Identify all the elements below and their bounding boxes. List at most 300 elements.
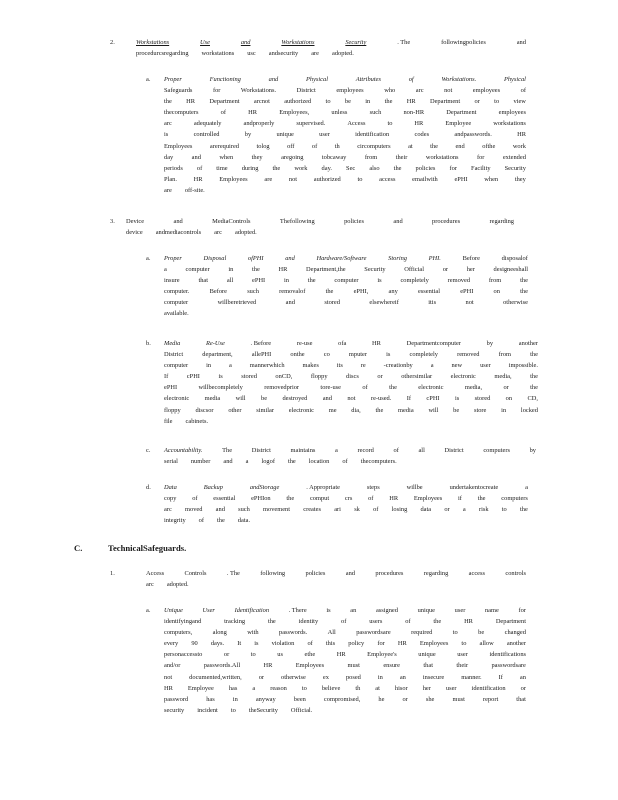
word: be: [344, 98, 351, 106]
word: copy: [164, 495, 177, 503]
word: The: [222, 447, 233, 454]
word: believe: [321, 684, 341, 692]
word: ensure: [383, 662, 401, 670]
word: ePHI,: [353, 288, 369, 296]
word: work: [294, 164, 308, 172]
word: their: [456, 662, 469, 670]
item-letter: b.: [146, 340, 151, 347]
word: willbecompletely: [198, 384, 243, 392]
word: of: [408, 76, 414, 83]
word: cPHI: [426, 395, 440, 403]
word: a: [229, 362, 232, 370]
word: to: [494, 98, 500, 106]
word: password: [164, 695, 189, 703]
word: store: [473, 406, 487, 414]
word: emailwith: [412, 175, 438, 183]
word: of: [220, 109, 226, 117]
word: the: [216, 517, 225, 525]
word: employees: [336, 87, 364, 95]
word: manner.: [461, 673, 482, 681]
word: policies: [415, 164, 436, 172]
word: Disposal: [203, 255, 227, 262]
word: unique: [276, 131, 294, 139]
word: usc: [247, 50, 256, 58]
word: Storing: [388, 255, 407, 262]
word: are: [264, 175, 273, 183]
word: at: [408, 142, 413, 150]
word: re: [360, 362, 366, 370]
word: department,: [202, 351, 233, 359]
word: also: [369, 164, 380, 172]
word: work: [512, 142, 526, 150]
text-line: [136, 50, 526, 61]
word: name: [484, 607, 499, 614]
word: completely: [400, 277, 429, 285]
word: been: [293, 695, 306, 703]
word: Device: [126, 218, 145, 225]
word: to: [325, 98, 331, 106]
word: user: [480, 362, 491, 370]
word: removedprior: [264, 384, 300, 392]
word: of: [196, 164, 203, 172]
word: with: [247, 629, 259, 637]
word: and: [285, 299, 295, 307]
word: data: [420, 506, 432, 514]
text-line: [164, 277, 528, 288]
word: Employees: [219, 175, 248, 183]
word: computer: [164, 299, 189, 307]
text-line: [164, 651, 526, 662]
text-line: [164, 407, 538, 418]
text-line: [164, 154, 526, 165]
text-line: [164, 685, 526, 696]
word: the: [251, 266, 260, 274]
text-line: [164, 640, 526, 651]
word: the: [520, 288, 528, 296]
word: not: [465, 299, 474, 307]
word: or: [442, 266, 449, 274]
word: re-used.: [370, 395, 392, 403]
word: its: [336, 362, 343, 370]
word: the: [375, 406, 384, 414]
text-line: [164, 351, 538, 362]
word: computers,: [164, 629, 193, 637]
word: itis: [428, 299, 437, 307]
word: creates: [303, 506, 321, 514]
word: media,: [464, 384, 483, 392]
word: not: [444, 87, 453, 95]
word: or: [223, 651, 230, 659]
word: discs: [346, 373, 359, 381]
item-number: 2.: [110, 39, 115, 46]
paragraph-device-media-controls: [126, 218, 514, 240]
word: arcnot: [253, 98, 270, 106]
word: and: [393, 218, 403, 225]
word: and: [191, 153, 201, 161]
word: essential: [213, 495, 236, 503]
word: Before: [209, 288, 227, 296]
word: the: [477, 495, 486, 503]
word: discsor: [195, 406, 214, 414]
word: all: [418, 447, 425, 454]
word: this: [325, 640, 336, 648]
word: in: [284, 277, 289, 285]
word: end: [455, 142, 465, 150]
word: anyway: [255, 695, 276, 703]
word: such: [369, 109, 382, 117]
word: destroyed: [282, 395, 308, 403]
word: ari: [334, 506, 341, 514]
word: controlled: [193, 131, 220, 139]
text-line: [164, 120, 526, 131]
word: policies: [305, 570, 326, 577]
word: for: [476, 153, 485, 161]
word: when: [484, 175, 499, 183]
word: Before: [462, 255, 480, 262]
word: movement: [263, 506, 291, 514]
text-line: [146, 570, 526, 581]
text-line: [164, 176, 526, 187]
word: Proper: [164, 76, 182, 83]
word: adopted.: [166, 581, 189, 589]
word: access: [468, 570, 485, 577]
word: or: [474, 98, 480, 106]
text-line: [164, 607, 526, 618]
word: a: [245, 458, 249, 466]
item-letter: c.: [146, 447, 151, 454]
text-line: [164, 662, 526, 673]
section-letter: C.: [74, 543, 83, 553]
word: day.: [321, 164, 332, 172]
word: HR: [263, 662, 273, 670]
word: her: [466, 266, 475, 274]
word: District: [296, 87, 316, 95]
word: file: [164, 417, 173, 425]
word: HR: [414, 120, 424, 128]
word: time: [216, 164, 228, 172]
word: user: [319, 131, 330, 139]
word: arc: [164, 506, 172, 514]
word: cPHI: [186, 373, 200, 381]
word: th: [355, 684, 361, 692]
item-number: 1.: [110, 570, 115, 577]
word: ex: [322, 673, 329, 681]
word: essential: [417, 288, 440, 296]
word: adopted.: [332, 50, 354, 58]
text-line: [164, 506, 528, 517]
word: view: [513, 98, 526, 106]
word: is: [254, 640, 259, 648]
paragraph-accountability: [164, 447, 536, 469]
word: they: [251, 153, 263, 161]
text-line: [164, 674, 526, 685]
text-line: [164, 618, 526, 629]
word: Controls: [184, 570, 207, 577]
text-line: [164, 373, 538, 384]
word: Workstations: [136, 39, 170, 46]
word: onthe: [290, 351, 305, 359]
text-line: [164, 76, 526, 87]
item-letter: a.: [146, 76, 151, 83]
text-line: [164, 310, 528, 321]
word: completely: [409, 351, 438, 359]
word: undertakentocreate: [449, 484, 499, 491]
word: on: [493, 288, 500, 296]
word: an: [350, 607, 357, 614]
word: me: [328, 406, 337, 414]
word: andmediacontrols: [155, 229, 202, 237]
word: identity: [298, 618, 319, 626]
text-line: [164, 629, 526, 640]
word: andproperly: [243, 120, 275, 128]
word: co: [323, 351, 330, 359]
word: Employees: [419, 640, 449, 648]
text-line: [164, 187, 526, 198]
word: a: [335, 447, 338, 454]
word: and: [516, 39, 526, 46]
word: the: [520, 277, 528, 285]
word: Data: [164, 484, 177, 491]
word: the: [433, 618, 442, 626]
word: be: [453, 406, 460, 414]
word: or: [258, 673, 265, 681]
word: Employee: [445, 120, 472, 128]
word: of: [311, 142, 318, 150]
word: -creationby: [383, 362, 413, 370]
word: user: [445, 684, 457, 692]
word: passwords.All: [203, 662, 241, 670]
word: the: [164, 98, 172, 106]
item-letter: a.: [146, 255, 151, 262]
text-line: [136, 39, 526, 50]
text-line: [164, 384, 538, 395]
paragraph-physical-attributes: [164, 76, 526, 198]
word: electronic: [164, 395, 190, 403]
word: identifications: [489, 651, 526, 659]
word: is: [326, 607, 331, 614]
word: HR: [406, 98, 416, 106]
word: will: [428, 406, 439, 414]
word: othersimilar: [401, 373, 433, 381]
word: and: [285, 255, 295, 262]
text-line: [164, 340, 538, 351]
word: during: [241, 164, 259, 172]
word: in: [365, 98, 371, 106]
word: policy: [348, 640, 365, 648]
word: is: [386, 351, 391, 359]
word: computer: [185, 266, 210, 274]
word: Employees,: [279, 109, 310, 117]
word: a: [164, 266, 167, 274]
word: data.: [237, 517, 251, 525]
text-line: [164, 484, 528, 495]
word: user: [454, 607, 466, 614]
word: removalof: [279, 288, 306, 296]
word: her: [422, 684, 431, 692]
word: Employees: [413, 495, 443, 503]
word: mannerwhich: [249, 362, 285, 370]
word: not: [347, 395, 356, 403]
word: Department: [446, 109, 477, 117]
word: access: [379, 175, 396, 183]
word: controls: [505, 570, 526, 577]
word: HR: [397, 640, 407, 648]
word: computer: [164, 362, 189, 370]
word: Workstations: [281, 39, 315, 46]
word: stored: [241, 373, 257, 381]
word: impossible.: [508, 362, 538, 370]
word: device: [126, 229, 143, 237]
word: Official: [404, 266, 425, 274]
word: tracking: [224, 618, 246, 626]
word: from: [488, 277, 502, 285]
word: on: [505, 395, 513, 403]
word: us: [277, 651, 283, 659]
word: Use: [200, 39, 210, 46]
word: Accountability.: [164, 447, 203, 454]
word: off-site.: [184, 186, 205, 194]
word: disposalof: [501, 255, 528, 262]
word: crs: [344, 495, 353, 503]
word: the: [286, 495, 295, 503]
word: of: [405, 618, 411, 626]
word: ofPHI: [247, 255, 264, 262]
word: the: [519, 506, 528, 514]
word: documented,written,: [189, 673, 242, 681]
word: such: [247, 288, 259, 296]
word: of: [393, 447, 399, 454]
word: employees: [472, 87, 501, 95]
word: It: [237, 640, 242, 648]
word: must: [452, 695, 465, 703]
word: andpasswords.: [454, 131, 492, 139]
word: is: [218, 373, 223, 381]
word: their: [395, 153, 408, 161]
word: CD,: [527, 395, 538, 403]
word: is: [454, 395, 460, 403]
word: PHI.: [428, 255, 441, 262]
word: moved: [185, 506, 203, 514]
text-line: [126, 229, 514, 240]
word: Workstations.: [441, 76, 477, 83]
word: location: [308, 458, 330, 466]
word: computers: [501, 495, 528, 503]
word: HR: [372, 340, 381, 347]
word: are: [311, 50, 320, 58]
word: tobcaway: [321, 153, 347, 161]
word: codes: [414, 131, 430, 139]
word: Workstations.: [240, 87, 277, 95]
word: allePHI: [251, 351, 272, 359]
word: an: [519, 673, 526, 681]
word: HR: [248, 109, 258, 117]
text-line: [164, 98, 526, 109]
word: procedures: [375, 570, 404, 577]
word: removed: [447, 277, 471, 285]
word: authorized: [313, 175, 341, 183]
word: HR: [278, 266, 288, 274]
word: Departmentcomputer: [406, 340, 461, 347]
word: All: [327, 629, 336, 637]
word: Employee's: [367, 651, 397, 659]
word: tolog: [256, 142, 270, 150]
word: unique: [418, 651, 436, 659]
word: to: [250, 651, 256, 659]
section-heading: TechnicalSafeguards.: [108, 543, 187, 553]
word: . Appropriate: [306, 484, 340, 491]
word: HR: [517, 131, 526, 139]
word: violation: [271, 640, 295, 648]
word: followingpolicies: [441, 39, 486, 46]
word: the: [307, 277, 316, 285]
word: Backup: [203, 484, 223, 491]
word: ePHI: [454, 175, 468, 183]
word: or: [503, 384, 509, 392]
word: that: [516, 695, 526, 703]
word: employees: [498, 109, 526, 117]
word: Department: [209, 98, 240, 106]
word: policies: [344, 218, 364, 225]
word: Security: [364, 266, 386, 274]
item-number: 3.: [110, 218, 115, 225]
word: computer.: [164, 288, 190, 296]
text-line: [164, 418, 538, 429]
word: Thefollowing: [279, 218, 315, 225]
word: Hardware/Software: [316, 255, 367, 262]
word: maintains: [290, 447, 316, 454]
word: in: [228, 266, 234, 274]
word: Re-Use: [206, 340, 225, 347]
word: who: [384, 87, 396, 95]
word: HR: [193, 175, 203, 183]
word: other: [228, 406, 242, 414]
word: stored: [324, 299, 340, 307]
word: by: [244, 131, 252, 139]
text-line: [164, 255, 528, 266]
word: a: [430, 362, 434, 370]
text-line: [164, 266, 528, 277]
word: or: [520, 684, 526, 692]
word: in: [206, 362, 212, 370]
word: media: [204, 395, 221, 403]
word: workstations: [493, 120, 526, 128]
word: Safeguards: [164, 87, 193, 95]
word: the: [530, 373, 538, 381]
word: regarding: [423, 570, 449, 577]
word: not: [164, 673, 173, 681]
word: elsewhereif: [369, 299, 399, 307]
word: Proper: [164, 255, 182, 262]
text-line: [164, 299, 528, 310]
word: electronic: [450, 373, 476, 381]
word: regarding: [489, 218, 514, 225]
word: number: [190, 458, 211, 466]
word: thecomputers.: [360, 458, 397, 466]
word: arc: [415, 87, 424, 95]
text-line: [164, 87, 526, 98]
word: of: [520, 87, 526, 95]
paragraph-access-controls: [146, 570, 526, 592]
word: media,: [494, 373, 512, 381]
word: following: [260, 570, 286, 577]
word: another: [518, 340, 538, 347]
word: reason: [270, 684, 287, 692]
word: risk: [478, 506, 489, 514]
word: Security: [345, 39, 367, 46]
word: security: [164, 706, 185, 714]
item-letter: a.: [146, 607, 151, 614]
word: identification: [471, 684, 506, 692]
